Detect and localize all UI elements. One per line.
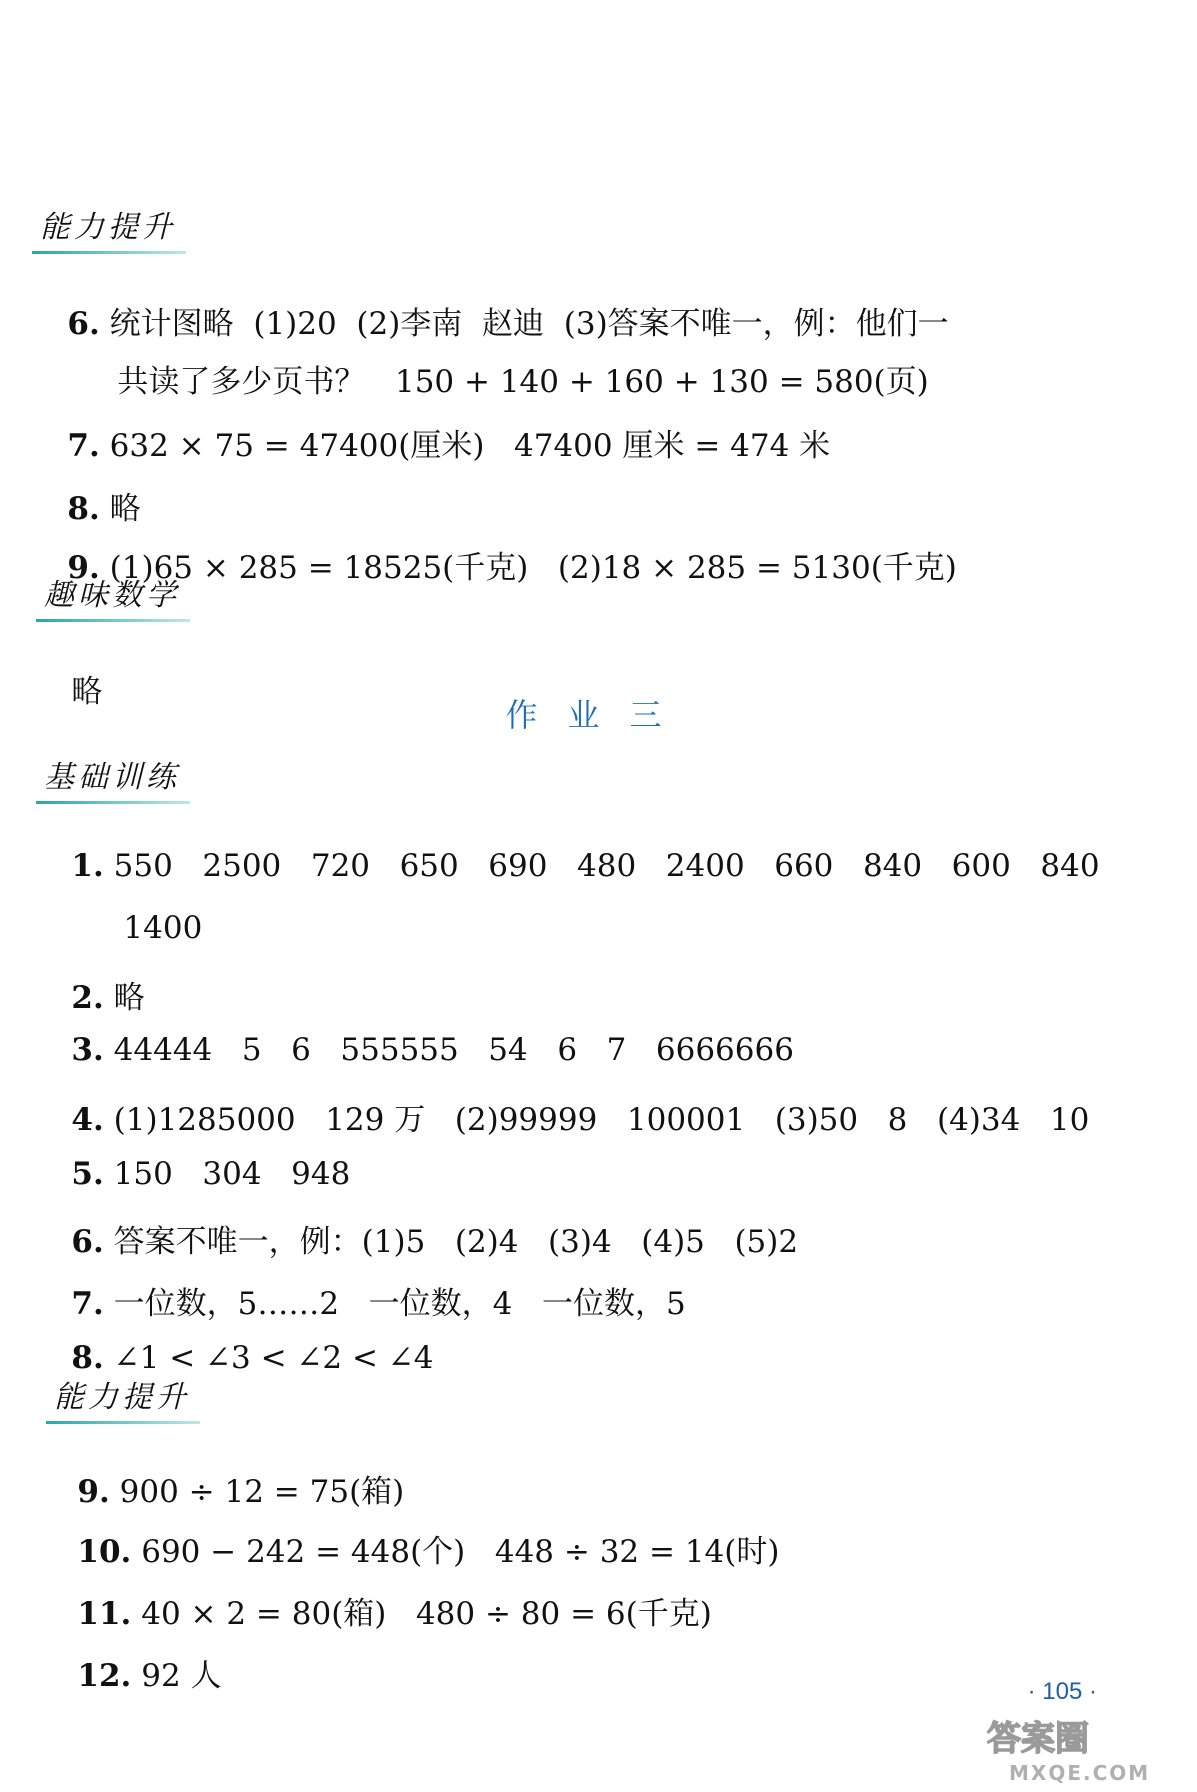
answer-item: 8. ∠1 < ∠3 < ∠2 < ∠4 [71,1340,434,1376]
answer-item: 4. (1)1285000 129 万 (2)99999 100001 (3)50 8 (4)34 10 [71,1102,1090,1138]
answer-item: 1. 550 2500 720 650 690 480 2400 660 840 600 840 [71,848,1100,884]
answer-item: 3. 44444 5 6 555555 54 6 7 6666666 [71,1032,794,1068]
page-number: · 105 · [1027,1678,1097,1705]
answer-item: 2. 略 [71,980,145,1016]
svg-text:答案圈: 答案圈 [987,1719,1089,1759]
answer-item: 7. 一位数，5……2 一位数，4 一位数，5 [71,1286,686,1322]
answer-item: 12. 92 人 [77,1658,222,1694]
section-heading-ability: 能力提升 [40,202,176,246]
answer-item: 6. 统计图略 (1)20 (2)李南 赵迪 (3)答案不唯一，例：他们一 [67,306,949,342]
answer-item: 6. 答案不唯一，例：(1)5 (2)4 (3)4 (4)5 (5)2 [71,1224,799,1260]
section-heading-fun-math: 趣味数学 [44,570,180,614]
answer-item: 5. 150 304 948 [71,1156,351,1192]
fun-math-answer: 略 [71,674,103,710]
answer-item: 9. (1)65 × 285 = 18525(千克) (2)18 × 285 = 5130(千克) [67,550,957,586]
answer-item: 8. 略 [67,491,141,527]
answer-item-continuation: 共读了多少页书？ 150 + 140 + 160 + 130 = 580(页) [117,364,929,400]
section-heading-basic: 基础训练 [44,752,180,796]
answer-item-continuation: 1400 [123,910,203,946]
answer-item: 7. 632 × 75 = 47400(厘米) 47400 厘米 = 474 米 [67,428,831,464]
watermark-logo [979,1706,1179,1786]
answer-item: 11. 40 × 2 = 80(箱) 480 ÷ 80 = 6(千克) [77,1596,712,1632]
answer-item: 10. 690 − 242 = 448(个) 448 ÷ 32 = 14(时) [77,1534,780,1570]
answer-item: 9. 900 ÷ 12 = 75(箱) [77,1474,405,1510]
homework-title: 作业三 [505,696,692,734]
section-heading-ability: 能力提升 [54,1372,190,1416]
svg-text:MXQE.COM: MXQE.COM [1009,1761,1151,1785]
